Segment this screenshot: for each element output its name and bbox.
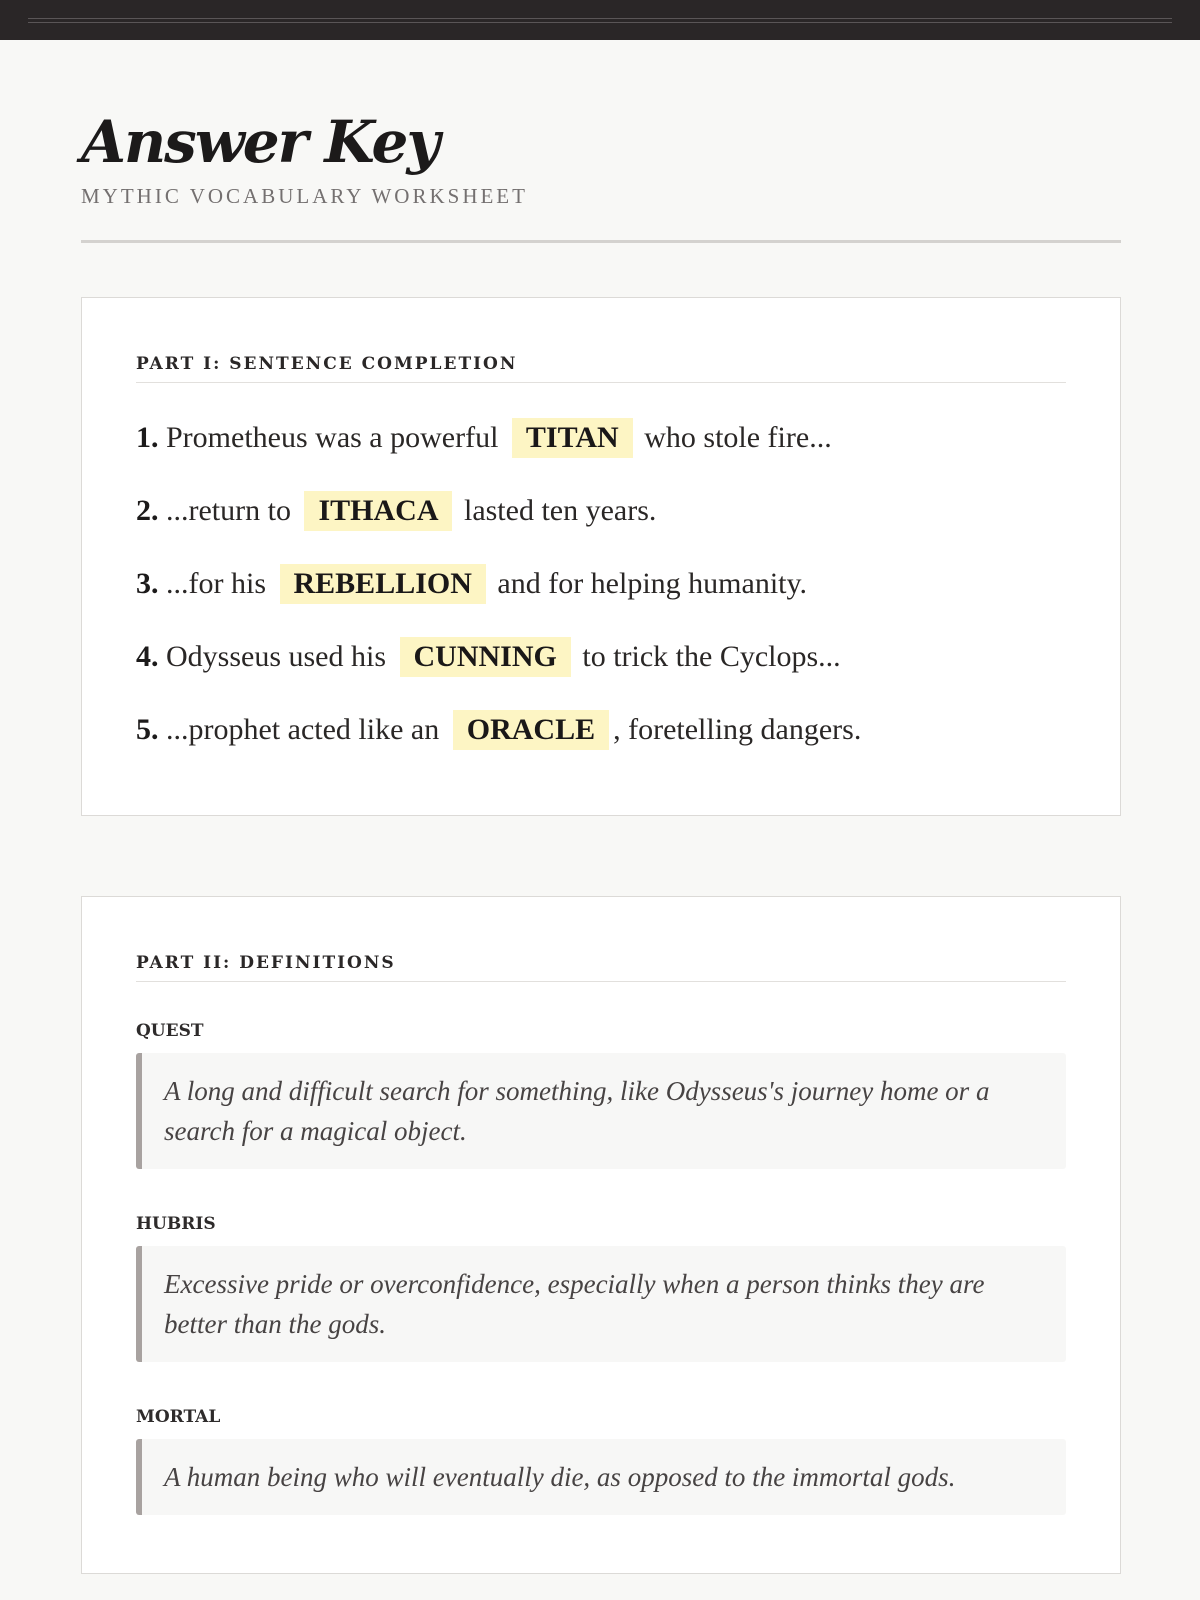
definition-item bbox=[136, 1021, 1066, 1169]
page-subtitle: MYTHIC VOCABULARY WORKSHEET bbox=[81, 184, 528, 208]
answer-highlight: ORACLE bbox=[453, 710, 609, 750]
item-number: 1. bbox=[136, 421, 159, 454]
answer-highlight: REBELLION bbox=[280, 564, 486, 604]
section-heading: PART II: DEFINITIONS bbox=[136, 953, 1066, 982]
sentence-list bbox=[136, 418, 1066, 783]
sentence-item bbox=[136, 491, 1066, 531]
item-number: 4. bbox=[136, 640, 159, 673]
sentence-text-after: and for helping humanity. bbox=[497, 567, 808, 600]
section-heading: PART I: SENTENCE COMPLETION bbox=[136, 354, 1066, 383]
definition-term: MORTAL bbox=[136, 1407, 221, 1427]
definition-text: A long and difficult search for something, like Odysseus's journey home or a search for a magical object. bbox=[136, 1053, 1066, 1169]
sentence-item bbox=[136, 564, 1066, 604]
sentence-item bbox=[136, 418, 1066, 458]
definition-term: QUEST bbox=[136, 1021, 204, 1041]
sentence-text-after: lasted ten years. bbox=[463, 494, 657, 527]
top-bar-rule bbox=[28, 22, 1172, 23]
definition-text: A human being who will eventually die, as opposed to the immortal gods. bbox=[136, 1439, 1066, 1515]
definition-item bbox=[136, 1407, 1066, 1515]
sentence-text-after: to trick the Cyclops... bbox=[582, 640, 841, 673]
item-number: 5. bbox=[136, 713, 159, 746]
answer-highlight: ITHACA bbox=[304, 491, 452, 531]
sentence-item bbox=[136, 637, 1066, 677]
item-number: 2. bbox=[136, 494, 159, 527]
sentence-text-before: ...for his bbox=[166, 567, 266, 600]
answer-highlight: TITAN bbox=[512, 418, 633, 458]
item-number: 3. bbox=[136, 567, 159, 600]
definition-item bbox=[136, 1214, 1066, 1362]
sentence-text-before: Prometheus was a powerful bbox=[166, 421, 499, 454]
sentence-item bbox=[136, 710, 1066, 750]
definitions-panel bbox=[81, 896, 1121, 1574]
sentence-text-before: Odysseus used his bbox=[166, 640, 387, 673]
answer-highlight: CUNNING bbox=[400, 637, 571, 677]
sentence-text-before: ...prophet acted like an bbox=[166, 713, 440, 746]
page-title: Answer Key bbox=[81, 108, 439, 176]
sentence-text-after: , foretelling dangers. bbox=[613, 713, 862, 746]
sentence-completion-panel bbox=[81, 297, 1121, 816]
definition-term: HUBRIS bbox=[136, 1214, 216, 1234]
sentence-text-after: who stole fire... bbox=[644, 421, 832, 454]
definition-text: Excessive pride or overconfidence, especially when a person thinks they are better than the gods. bbox=[136, 1246, 1066, 1362]
header-divider bbox=[81, 240, 1121, 243]
page-header bbox=[81, 110, 1121, 209]
sentence-text-before: ...return to bbox=[166, 494, 291, 527]
top-bar-rule bbox=[28, 18, 1172, 19]
top-bar bbox=[0, 0, 1200, 40]
